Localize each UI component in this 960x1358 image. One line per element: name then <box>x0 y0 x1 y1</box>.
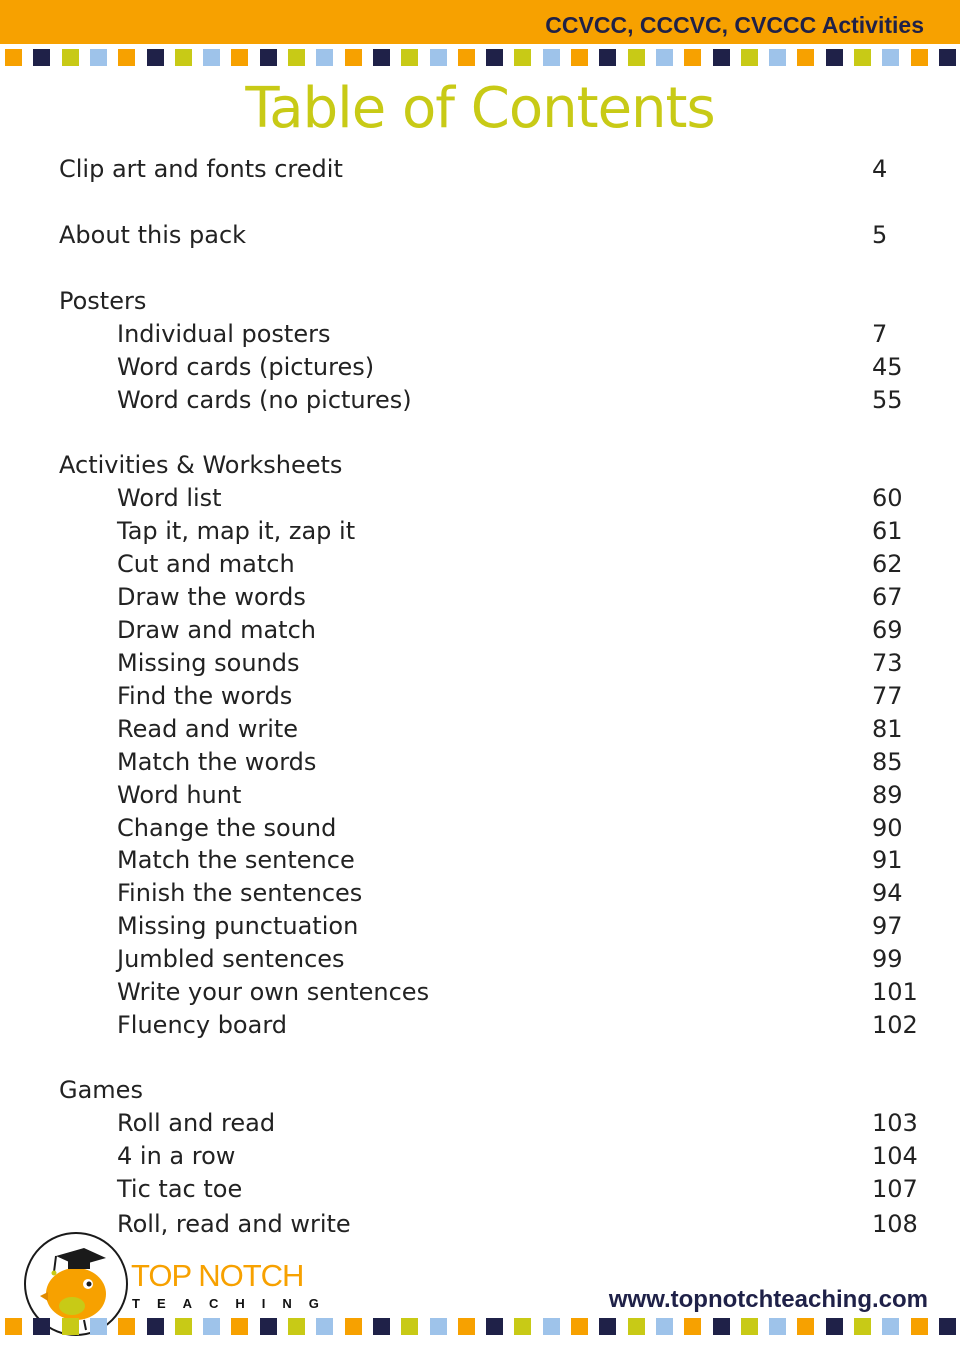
toc-section-label: Clip art and fonts credit <box>59 155 343 183</box>
toc-entry-label: Cut and match <box>117 550 295 578</box>
toc-section-label: Posters <box>59 287 147 315</box>
border-square <box>741 1318 758 1335</box>
logo-subtext: TEACHING <box>132 1296 336 1311</box>
border-square <box>90 1318 107 1335</box>
border-square <box>5 1318 22 1335</box>
toc-entry-label: Jumbled sentences <box>117 945 345 973</box>
decorative-square-border-bottom <box>0 1318 960 1335</box>
border-square <box>458 49 475 66</box>
website-url: www.topnotchteaching.com <box>608 1286 928 1313</box>
toc-page-number: 7 <box>872 320 888 348</box>
border-square <box>741 49 758 66</box>
border-square <box>316 1318 333 1335</box>
toc-entry-label: Read and write <box>117 715 299 743</box>
border-square <box>231 1318 248 1335</box>
border-square <box>543 49 560 66</box>
border-square <box>62 49 79 66</box>
toc-entry-label: Word list <box>117 484 222 512</box>
toc-entry-label: Word cards (pictures) <box>117 353 375 381</box>
toc-page-number: 85 <box>872 748 903 776</box>
border-square <box>203 49 220 66</box>
toc-page-number: 62 <box>872 550 903 578</box>
toc-page-number: 60 <box>872 484 903 512</box>
border-square <box>260 1318 277 1335</box>
border-square <box>62 1318 79 1335</box>
border-square <box>147 1318 164 1335</box>
border-square <box>882 49 899 66</box>
toc-page-number: 4 <box>872 155 888 183</box>
border-square <box>713 49 730 66</box>
border-square <box>288 49 305 66</box>
border-square <box>373 49 390 66</box>
border-square <box>345 1318 362 1335</box>
toc-page-number: 61 <box>872 517 903 545</box>
toc-entry-label: Tap it, map it, zap it <box>117 517 356 545</box>
toc-entry-label: Missing sounds <box>117 649 300 677</box>
page-title: Table of Contents <box>245 76 715 141</box>
toc-page-number: 107 <box>872 1175 918 1203</box>
border-square <box>656 1318 673 1335</box>
border-square <box>571 49 588 66</box>
toc-page-number: 77 <box>872 682 903 710</box>
border-square <box>797 49 814 66</box>
toc-entry-label: Draw the words <box>117 583 306 611</box>
border-square <box>401 49 418 66</box>
border-square <box>599 49 616 66</box>
border-square <box>571 1318 588 1335</box>
toc-entry-label: Missing punctuation <box>117 912 359 940</box>
toc-page-number: 108 <box>872 1210 918 1238</box>
toc-page-number: 97 <box>872 912 903 940</box>
border-square <box>118 49 135 66</box>
border-square <box>231 49 248 66</box>
border-square <box>401 1318 418 1335</box>
border-square <box>373 1318 390 1335</box>
border-square <box>599 1318 616 1335</box>
border-square <box>911 1318 928 1335</box>
border-square <box>514 49 531 66</box>
border-square <box>684 1318 701 1335</box>
border-square <box>458 1318 475 1335</box>
toc-page-number: 5 <box>872 221 888 249</box>
border-square <box>769 49 786 66</box>
border-square <box>797 1318 814 1335</box>
border-square <box>543 1318 560 1335</box>
toc-page-number: 104 <box>872 1142 918 1170</box>
toc-page-number: 45 <box>872 353 903 381</box>
toc-section-label: Games <box>59 1076 143 1104</box>
logo-text: TOP NOTCH <box>131 1258 304 1293</box>
toc-entry-label: Tic tac toe <box>117 1175 243 1203</box>
border-square <box>628 49 645 66</box>
toc-page-number: 91 <box>872 846 903 874</box>
toc-entry-label: Write your own sentences <box>117 978 430 1006</box>
border-square <box>854 1318 871 1335</box>
border-square <box>486 49 503 66</box>
toc-section-label: About this pack <box>59 221 247 249</box>
toc-entry-label: Draw and match <box>117 616 316 644</box>
toc-page-number: 94 <box>872 879 903 907</box>
toc-page-number: 69 <box>872 616 903 644</box>
decorative-square-border-top <box>0 49 960 66</box>
border-square <box>656 49 673 66</box>
border-square <box>826 49 843 66</box>
toc-page-number: 99 <box>872 945 903 973</box>
header-bar <box>0 0 960 44</box>
border-square <box>5 49 22 66</box>
toc-entry-label: Fluency board <box>117 1011 287 1039</box>
toc-entry-label: Find the words <box>117 682 293 710</box>
toc-page-number: 102 <box>872 1011 918 1039</box>
border-square <box>684 49 701 66</box>
toc-entry-label: Roll and read <box>117 1109 276 1137</box>
header-title: CCVCC, CCCVC, CVCCC Activities <box>545 12 924 38</box>
border-square <box>90 49 107 66</box>
toc-entry-label: Individual posters <box>117 320 331 348</box>
toc-entry-label: Word hunt <box>117 781 242 809</box>
border-square <box>939 49 956 66</box>
border-square <box>430 1318 447 1335</box>
border-square <box>854 49 871 66</box>
border-square <box>175 49 192 66</box>
toc-page-number: 103 <box>872 1109 918 1137</box>
toc-page-number: 55 <box>872 386 903 414</box>
border-square <box>33 49 50 66</box>
border-square <box>430 49 447 66</box>
toc-entry-label: Match the words <box>117 748 317 776</box>
toc-entry-label: Change the sound <box>117 814 337 842</box>
toc-page-number: 90 <box>872 814 903 842</box>
border-square <box>911 49 928 66</box>
border-square <box>260 49 277 66</box>
border-square <box>486 1318 503 1335</box>
border-square <box>882 1318 899 1335</box>
toc-page-number: 67 <box>872 583 903 611</box>
border-square <box>345 49 362 66</box>
toc-page-number: 81 <box>872 715 903 743</box>
toc-entry-label: Finish the sentences <box>117 879 363 907</box>
toc-page-number: 101 <box>872 978 918 1006</box>
toc-entry-label: Word cards (no pictures) <box>117 386 412 414</box>
border-square <box>203 1318 220 1335</box>
toc-entry-label: Roll, read and write <box>117 1210 351 1238</box>
border-square <box>514 1318 531 1335</box>
border-square <box>316 49 333 66</box>
border-square <box>147 49 164 66</box>
toc-page-number: 73 <box>872 649 903 677</box>
toc-entry-label: 4 in a row <box>117 1142 236 1170</box>
border-square <box>288 1318 305 1335</box>
toc-page-number: 89 <box>872 781 903 809</box>
border-square <box>33 1318 50 1335</box>
toc-entry-label: Match the sentence <box>117 846 355 874</box>
border-square <box>713 1318 730 1335</box>
border-square <box>939 1318 956 1335</box>
border-square <box>175 1318 192 1335</box>
border-square <box>628 1318 645 1335</box>
border-square <box>769 1318 786 1335</box>
border-square <box>118 1318 135 1335</box>
toc-section-label: Activities & Worksheets <box>59 451 343 479</box>
border-square <box>826 1318 843 1335</box>
